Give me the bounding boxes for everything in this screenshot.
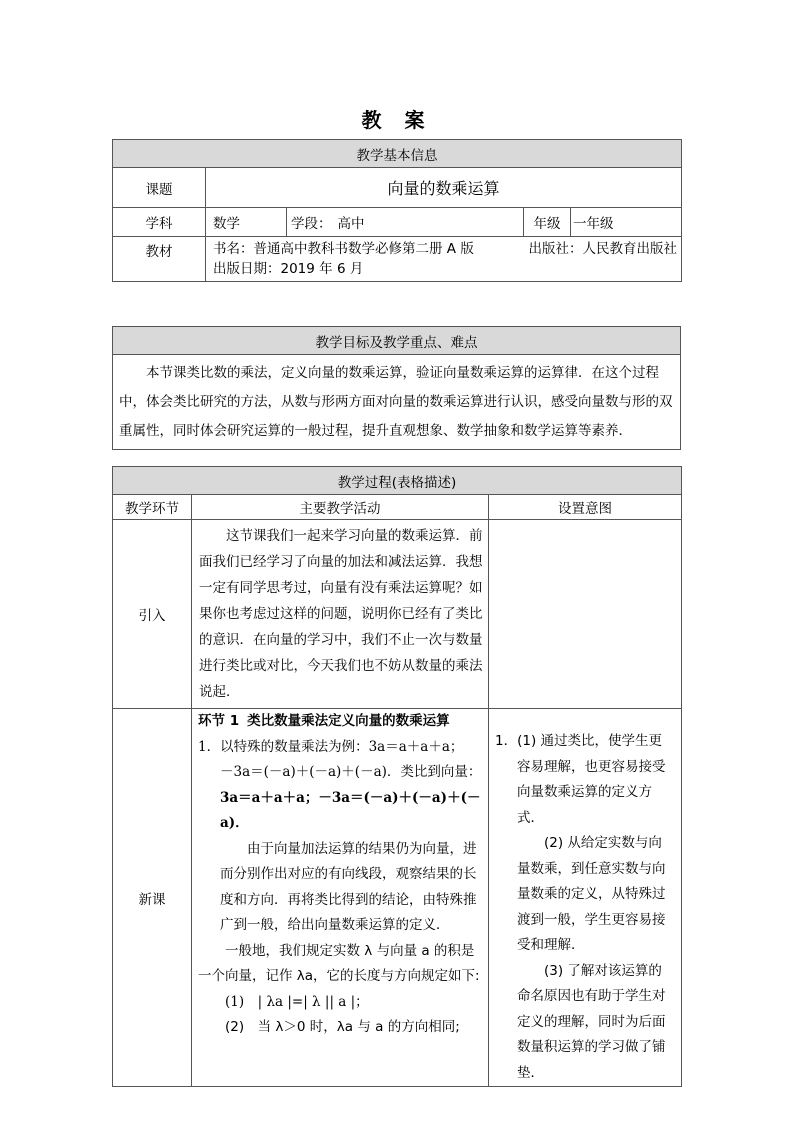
topic-label: 课题: [113, 168, 206, 208]
publish-date: 出版日期：2019 年 6 月: [213, 261, 364, 277]
goals-text: 本节课类比数的乘法，定义向量的数乘运算，验证向量数乘运算的运算律．在这个过程中，体会类比研究的方法，从数与形两方面对向量的数乘运算进行认识，感受向量数与形的双重属性，同时体会研究运算的一般过程，提升直观想象、数学抽象和数学运算等素养．: [113, 355, 681, 450]
col-activity-header: 主要教学活动: [192, 495, 489, 520]
textbook-info: [206, 237, 682, 282]
item-1-line-b: －3a＝(－a)＋(－a)＋(－a)．类比到向量：: [220, 764, 482, 780]
section-heading: [198, 709, 484, 735]
rule-2: (2) 当 λ＞0 时，λa 与 a 的方向相同;: [225, 1019, 460, 1035]
book-name: 书名：普通高中教科书数学必修第二册 A 版: [213, 241, 474, 257]
item-1-number: 1．: [198, 738, 221, 755]
subject-label: 学科: [113, 208, 206, 237]
intent-1: 1．(1) 通过类比，使学生更容易理解，也更容易接受向量数乘运算的定义方式．: [495, 733, 666, 826]
grade-label: 年级: [524, 208, 571, 237]
publisher: 出版社：人民教育出版社: [528, 241, 678, 257]
new-stage: 新课: [113, 709, 192, 1087]
textbook-label: 教材: [113, 237, 206, 282]
process-table: [112, 466, 682, 1087]
intro-stage: 引入: [113, 520, 192, 709]
intent-2: (2) 从给定实数与向量数乘，到任意实数与向量数乘的定义，从特殊过渡到一般，学生更容易接受和理解．: [517, 835, 666, 953]
topic-value: 向量的数乘运算: [206, 168, 682, 208]
section-number: 环节 1: [198, 713, 240, 729]
definition-text: 一般地，我们规定实数 λ 与向量 a 的积是一个向量，记作 λa，它的长度与方向规定如下:: [198, 942, 480, 984]
stage-value: 高中: [337, 216, 365, 232]
new-intent: [489, 709, 682, 1087]
rule-1: (1) | λa |=| λ || a |；: [225, 993, 369, 1010]
col-intent-header: 设置意图: [489, 495, 682, 520]
grade-value: 一年级: [571, 208, 682, 237]
section-title: 类比数量乘法定义向量的数乘运算: [247, 713, 450, 729]
goals-table: [112, 326, 681, 450]
intent-3: (3) 了解对该运算的命名原因也有助于学生对定义的理解，同时为后面数量积运算的学习做了铺垫．: [517, 962, 666, 1081]
item-1: [198, 735, 484, 837]
new-activity: [192, 709, 489, 1087]
subject-value: 数学: [206, 208, 287, 237]
goals-header: 教学目标及教学重点、难点: [113, 327, 681, 355]
basic-info-table: [112, 139, 682, 282]
process-header: 教学过程(表格描述): [113, 467, 682, 495]
item-1-explanation: 由于向量加法运算的结果仍为向量，进而分别作出对应的有向线段，观察结果的长度和方向．再将类比得到的结论，由特殊推广到一般，给出向量数乘运算的定义．: [220, 840, 477, 933]
intro-activity: 这节课我们一起来学习向量的数乘运算．前面我们已经学习了向量的加法和减法运算．我想一定有同学思考过，向量有没有乘法运算呢？如果你也考虑过这样的问题，说明你已经有了类比的意识．在向量的学习中，我们不止一次与数量进行类比或对比，今天我们也不妨从数量的乘法说起．: [192, 520, 489, 709]
stage-cell: [287, 208, 524, 237]
item-1-line-a: 以特殊的数量乘法为例：3a＝a＋a＋a；: [220, 738, 464, 755]
document-title: 教 案: [361, 108, 433, 132]
item-1-line-c: 3a＝a＋a＋a；－3a＝(－a)＋(－a)＋(－a)．: [220, 789, 481, 831]
intro-intent: [489, 520, 682, 709]
basic-info-header: 教学基本信息: [113, 140, 682, 168]
stage-label: 学段：: [291, 216, 332, 232]
col-stage-header: 教学环节: [113, 495, 192, 520]
